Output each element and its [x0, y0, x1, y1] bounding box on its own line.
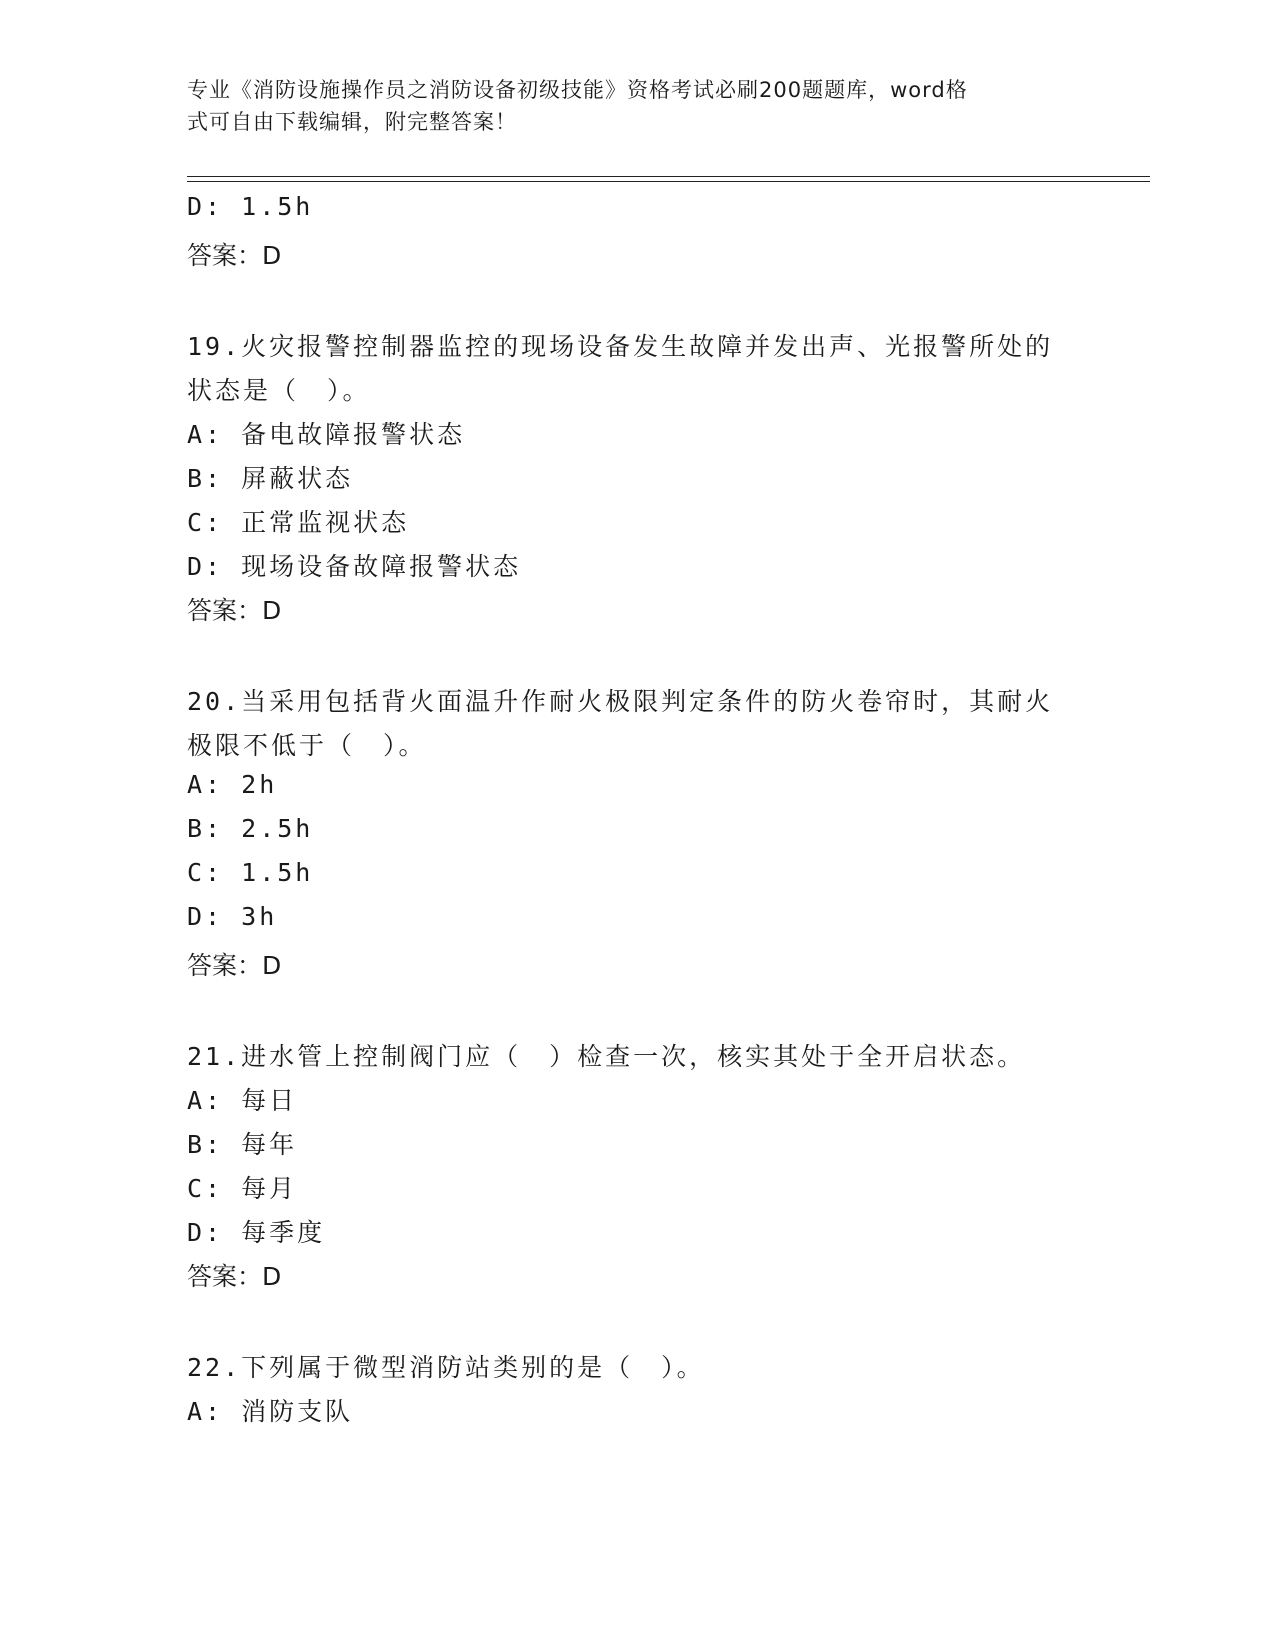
question-stem: 20.当采用包括背火面温升作耐火极限判定条件的防火卷帘时，其耐火	[187, 687, 1054, 716]
question-stem: 21.进水管上控制阀门应（ ）检查一次，核实其处于全开启状态。	[187, 1042, 1026, 1071]
question-stem: 22.下列属于微型消防站类别的是（ ）。	[187, 1353, 705, 1382]
option-line: D: 每季度	[187, 1218, 326, 1247]
question-stem: 极限不低于（ ）。	[187, 731, 427, 760]
answer-line: 答案：D	[187, 241, 282, 270]
option-line: B: 2.5h	[187, 814, 314, 843]
header-rule-top	[187, 176, 1150, 177]
option-line: C: 正常监视状态	[187, 508, 410, 537]
option-line: D: 1.5h	[187, 192, 314, 221]
header-line-1: 专业《消防设施操作员之消防设备初级技能》资格考试必刷200题题库，word格	[187, 78, 968, 102]
option-line: C: 每月	[187, 1174, 298, 1203]
question-stem: 状态是（ ）。	[187, 376, 371, 405]
option-line: B: 屏蔽状态	[187, 464, 354, 493]
option-line: D: 3h	[187, 902, 278, 931]
option-line: A: 备电故障报警状态	[187, 420, 466, 449]
option-line: A: 2h	[187, 770, 278, 799]
header-rule-bottom	[187, 181, 1150, 182]
option-line: A: 消防支队	[187, 1397, 354, 1426]
option-line: B: 每年	[187, 1130, 298, 1159]
answer-line: 答案：D	[187, 596, 282, 625]
option-line: A: 每日	[187, 1086, 298, 1115]
answer-line: 答案：D	[187, 951, 282, 980]
option-line: C: 1.5h	[187, 858, 314, 887]
header-line-2: 式可自由下载编辑，附完整答案！	[187, 110, 517, 134]
answer-line: 答案：D	[187, 1262, 282, 1291]
option-line: D: 现场设备故障报警状态	[187, 552, 522, 581]
question-stem: 19.火灾报警控制器监控的现场设备发生故障并发出声、光报警所处的	[187, 332, 1054, 361]
document-header	[187, 74, 1067, 138]
